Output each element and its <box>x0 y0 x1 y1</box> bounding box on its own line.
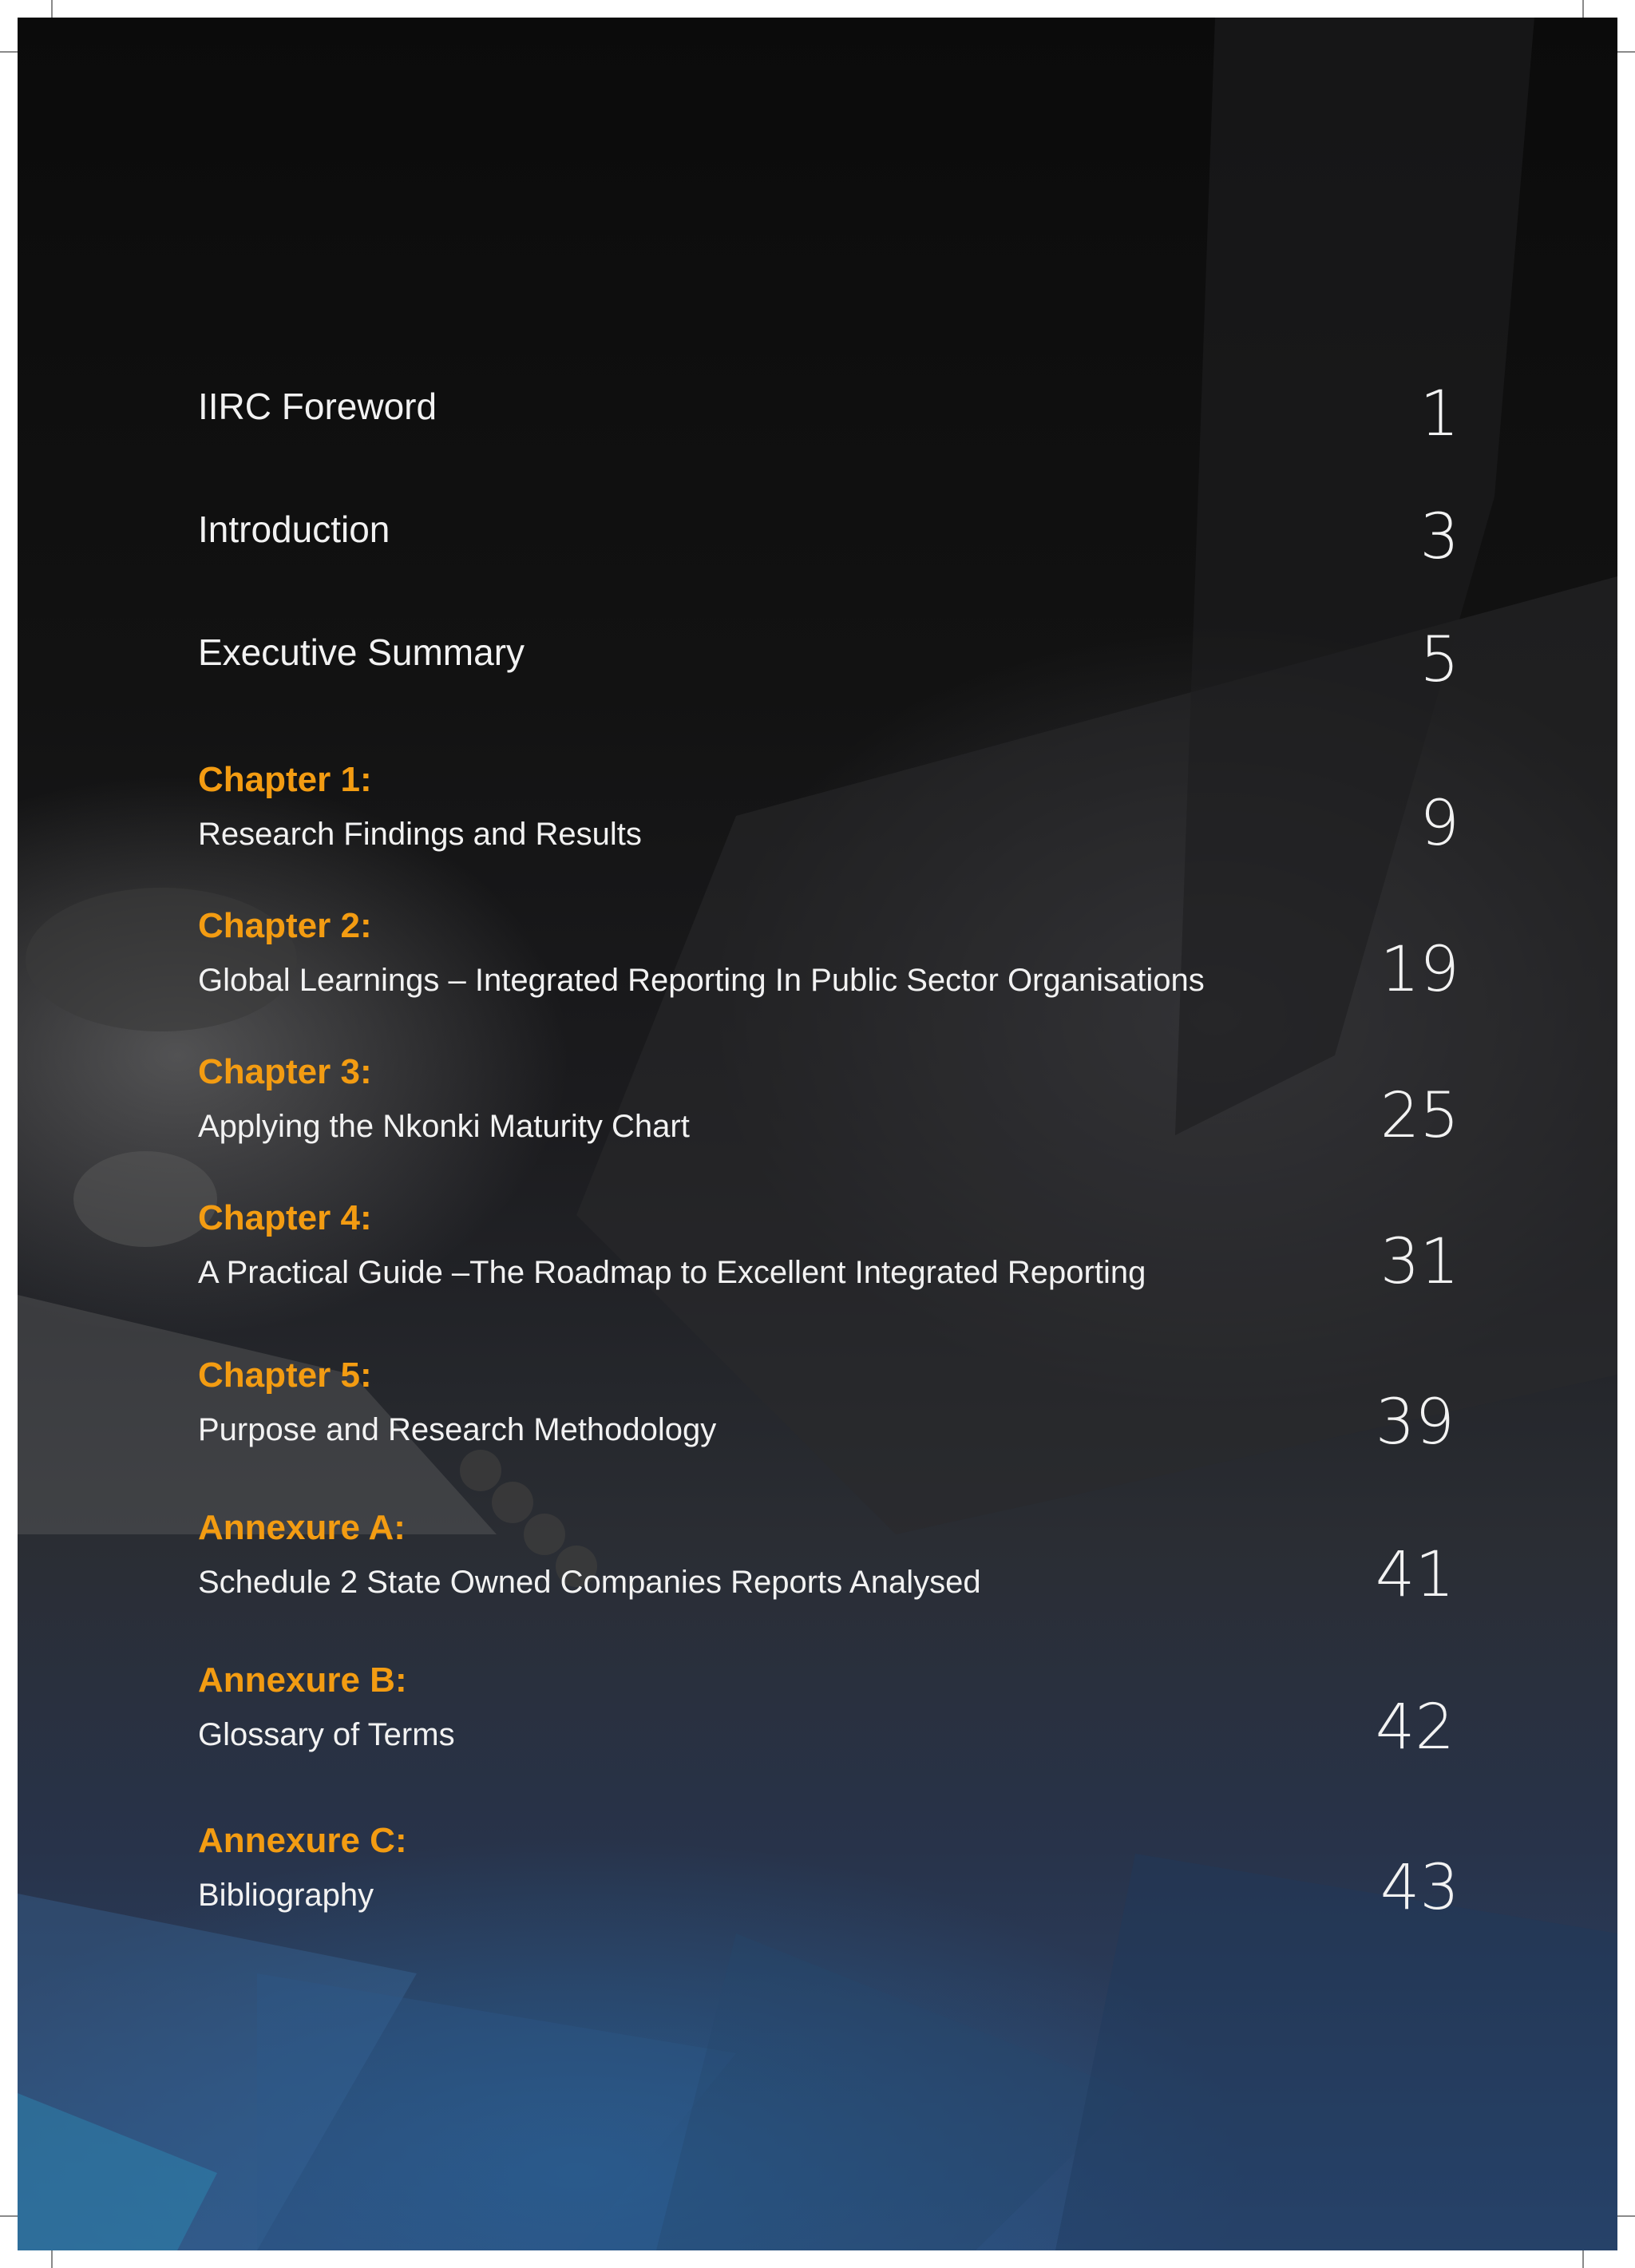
toc-page-number: 25 <box>1380 1080 1459 1152</box>
toc-entry-annexure-b[interactable] <box>198 1659 1459 1763</box>
toc-page-number: 31 <box>1380 1226 1459 1298</box>
chapter-title: Research Findings and Results <box>198 817 642 852</box>
chapter-label: Annexure C: <box>198 1821 407 1860</box>
toc-page-number: 1 <box>1419 378 1459 450</box>
chapter-label: Chapter 3: <box>198 1052 372 1091</box>
toc-page-number: 41 <box>1375 1539 1455 1611</box>
toc-page-number: 19 <box>1380 934 1459 1006</box>
chapter-title: Glossary of Terms <box>198 1717 455 1752</box>
chapter-title: A Practical Guide –The Roadmap to Excellent Integrated Reporting <box>198 1255 1146 1290</box>
toc-page-number: 9 <box>1419 788 1459 860</box>
toc-entry-title: Introduction <box>198 509 390 550</box>
toc-entry-annexure-a[interactable] <box>198 1506 1459 1610</box>
chapter-label: Chapter 2: <box>198 906 372 945</box>
toc-page-number: 42 <box>1375 1692 1455 1763</box>
toc-entry-chapter-5[interactable] <box>198 1354 1459 1458</box>
chapter-title: Global Learnings – Integrated Reporting In Public Sector Organisations <box>198 963 1205 998</box>
toc-entry-annexure-c[interactable] <box>198 1819 1459 1923</box>
chapter-label: Chapter 1: <box>198 760 372 799</box>
chapter-label: Chapter 4: <box>198 1198 372 1237</box>
chapter-title: Applying the Nkonki Maturity Chart <box>198 1109 690 1144</box>
toc-entry-chapter-1[interactable] <box>198 758 1459 862</box>
toc-entry-executive-summary[interactable] <box>198 622 1459 696</box>
chapter-title: Schedule 2 State Owned Companies Reports Analysed <box>198 1565 981 1600</box>
chapter-label: Annexure A: <box>198 1508 406 1547</box>
chapter-label: Annexure B: <box>198 1660 407 1700</box>
toc-entry-title: IIRC Foreword <box>198 386 437 427</box>
toc-entry-chapter-3[interactable] <box>198 1051 1459 1154</box>
chapter-title: Purpose and Research Methodology <box>198 1412 717 1447</box>
toc-entry-title: Executive Summary <box>198 631 525 673</box>
toc-page-number: 43 <box>1380 1852 1459 1924</box>
toc-page-number: 5 <box>1419 624 1459 696</box>
toc-page-number: 39 <box>1375 1387 1455 1459</box>
toc-entry-chapter-2[interactable] <box>198 904 1459 1008</box>
toc-entry-introduction[interactable] <box>198 499 1459 573</box>
toc-page <box>18 18 1617 2250</box>
chapter-label: Chapter 5: <box>198 1356 372 1395</box>
chapter-title: Bibliography <box>198 1878 374 1913</box>
toc-entry-iirc-foreword[interactable] <box>198 376 1459 450</box>
toc-entry-chapter-4[interactable] <box>198 1197 1459 1300</box>
toc-page-number: 3 <box>1419 501 1459 573</box>
